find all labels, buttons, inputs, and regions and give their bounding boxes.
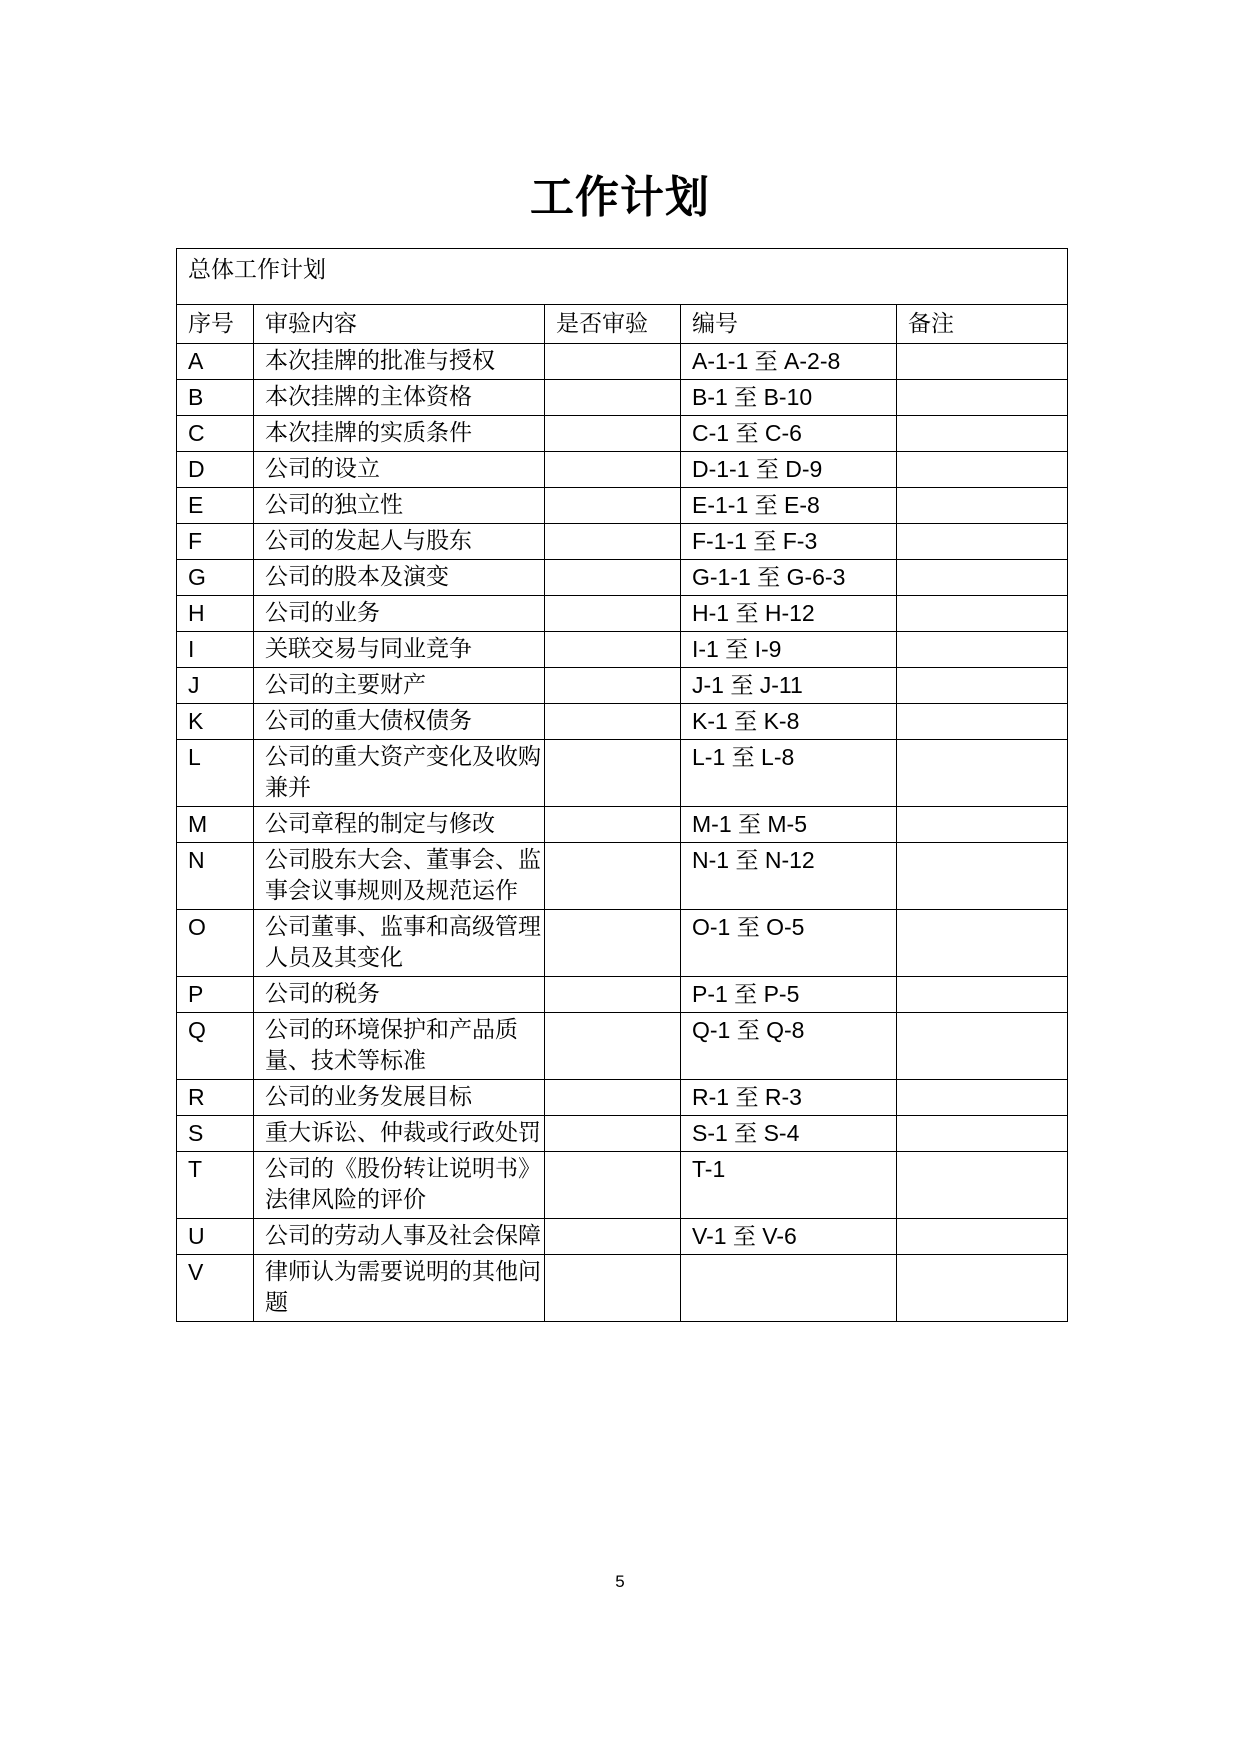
table-row [177, 452, 1068, 488]
cell-note [897, 1013, 1068, 1080]
table-row [177, 1013, 1068, 1080]
cell-seq: A [177, 344, 254, 380]
cell-code: D-1-1 至 D-9 [681, 452, 897, 488]
cell-seq: J [177, 668, 254, 704]
cell-seq: H [177, 596, 254, 632]
cell-content: 本次挂牌的主体资格 [254, 380, 545, 416]
cell-content: 公司的设立 [254, 452, 545, 488]
header-code: 编号 [681, 305, 897, 344]
cell-reviewed [545, 524, 681, 560]
table-row [177, 416, 1068, 452]
cell-note [897, 596, 1068, 632]
cell-code: L-1 至 L-8 [681, 740, 897, 807]
table-row [177, 1080, 1068, 1116]
header-content: 审验内容 [254, 305, 545, 344]
cell-code: Q-1 至 Q-8 [681, 1013, 897, 1080]
cell-code: N-1 至 N-12 [681, 843, 897, 910]
cell-code: S-1 至 S-4 [681, 1116, 897, 1152]
cell-note [897, 668, 1068, 704]
cell-code: A-1-1 至 A-2-8 [681, 344, 897, 380]
cell-reviewed [545, 560, 681, 596]
cell-code: T-1 [681, 1152, 897, 1219]
cell-reviewed [545, 843, 681, 910]
cell-code: P-1 至 P-5 [681, 977, 897, 1013]
cell-seq: E [177, 488, 254, 524]
cell-code: C-1 至 C-6 [681, 416, 897, 452]
table-row [177, 560, 1068, 596]
cell-content: 公司的环境保护和产品质量、技术等标准 [254, 1013, 545, 1080]
cell-reviewed [545, 596, 681, 632]
cell-code: B-1 至 B-10 [681, 380, 897, 416]
cell-note [897, 380, 1068, 416]
cell-note [897, 1152, 1068, 1219]
table-row [177, 910, 1068, 977]
cell-reviewed [545, 1152, 681, 1219]
cell-content: 公司的重大债权债务 [254, 704, 545, 740]
table-row [177, 1219, 1068, 1255]
cell-content: 公司的业务发展目标 [254, 1080, 545, 1116]
cell-note [897, 416, 1068, 452]
header-reviewed: 是否审验 [545, 305, 681, 344]
cell-seq: R [177, 1080, 254, 1116]
cell-content: 公司的股本及演变 [254, 560, 545, 596]
work-plan-table-body [177, 249, 1068, 1322]
cell-code: M-1 至 M-5 [681, 807, 897, 843]
table-row [177, 632, 1068, 668]
cell-code: R-1 至 R-3 [681, 1080, 897, 1116]
cell-seq: O [177, 910, 254, 977]
table-row [177, 488, 1068, 524]
cell-seq: C [177, 416, 254, 452]
page-number: 5 [615, 1572, 625, 1591]
cell-note [897, 632, 1068, 668]
table-row [177, 843, 1068, 910]
cell-seq: S [177, 1116, 254, 1152]
cell-reviewed [545, 668, 681, 704]
cell-code: I-1 至 I-9 [681, 632, 897, 668]
cell-seq: D [177, 452, 254, 488]
cell-note [897, 1116, 1068, 1152]
cell-content: 公司的独立性 [254, 488, 545, 524]
cell-reviewed [545, 488, 681, 524]
cell-content: 公司的劳动人事及社会保障 [254, 1219, 545, 1255]
cell-content: 公司的《股份转让说明书》法律风险的评价 [254, 1152, 545, 1219]
header-note: 备注 [897, 305, 1068, 344]
cell-seq: M [177, 807, 254, 843]
table-row [177, 1255, 1068, 1322]
cell-content: 公司章程的制定与修改 [254, 807, 545, 843]
page-title: 工作计划 [530, 172, 710, 223]
cell-content: 公司的业务 [254, 596, 545, 632]
cell-seq: V [177, 1255, 254, 1322]
cell-reviewed [545, 416, 681, 452]
cell-note [897, 344, 1068, 380]
cell-content: 公司董事、监事和高级管理人员及其变化 [254, 910, 545, 977]
cell-note [897, 843, 1068, 910]
cell-content: 公司的税务 [254, 977, 545, 1013]
table-row [177, 807, 1068, 843]
cell-seq: Q [177, 1013, 254, 1080]
cell-content: 律师认为需要说明的其他问题 [254, 1255, 545, 1322]
cell-note [897, 1219, 1068, 1255]
cell-note [897, 740, 1068, 807]
cell-reviewed [545, 807, 681, 843]
cell-reviewed [545, 452, 681, 488]
header-seq: 序号 [177, 305, 254, 344]
cell-code: E-1-1 至 E-8 [681, 488, 897, 524]
cell-reviewed [545, 344, 681, 380]
table-row [177, 380, 1068, 416]
cell-code: V-1 至 V-6 [681, 1219, 897, 1255]
cell-code: K-1 至 K-8 [681, 704, 897, 740]
cell-reviewed [545, 1116, 681, 1152]
cell-reviewed [545, 1013, 681, 1080]
cell-seq: F [177, 524, 254, 560]
cell-note [897, 452, 1068, 488]
cell-content: 公司的主要财产 [254, 668, 545, 704]
cell-note [897, 977, 1068, 1013]
cell-code [681, 1255, 897, 1322]
table-row [177, 668, 1068, 704]
cell-seq: L [177, 740, 254, 807]
table-row [177, 704, 1068, 740]
cell-content: 公司股东大会、董事会、监事会议事规则及规范运作 [254, 843, 545, 910]
cell-content: 本次挂牌的批准与授权 [254, 344, 545, 380]
table-row [177, 1152, 1068, 1219]
cell-note [897, 910, 1068, 977]
cell-code: J-1 至 J-11 [681, 668, 897, 704]
section-label: 总体工作计划 [177, 249, 1068, 305]
table-row [177, 740, 1068, 807]
cell-note [897, 488, 1068, 524]
cell-reviewed [545, 910, 681, 977]
cell-reviewed [545, 977, 681, 1013]
table-row [177, 977, 1068, 1013]
cell-content: 本次挂牌的实质条件 [254, 416, 545, 452]
cell-note [897, 704, 1068, 740]
cell-seq: T [177, 1152, 254, 1219]
cell-seq: P [177, 977, 254, 1013]
header-row [177, 305, 1068, 344]
cell-reviewed [545, 740, 681, 807]
cell-code: H-1 至 H-12 [681, 596, 897, 632]
table-row [177, 596, 1068, 632]
cell-content: 公司的重大资产变化及收购兼并 [254, 740, 545, 807]
cell-reviewed [545, 1255, 681, 1322]
cell-code: G-1-1 至 G-6-3 [681, 560, 897, 596]
cell-code: F-1-1 至 F-3 [681, 524, 897, 560]
work-plan-table [176, 248, 1068, 1322]
table-row [177, 1116, 1068, 1152]
cell-content: 关联交易与同业竞争 [254, 632, 545, 668]
cell-seq: G [177, 560, 254, 596]
section-row [177, 249, 1068, 305]
cell-reviewed [545, 704, 681, 740]
table-row [177, 344, 1068, 380]
cell-note [897, 807, 1068, 843]
cell-seq: K [177, 704, 254, 740]
cell-reviewed [545, 632, 681, 668]
cell-seq: N [177, 843, 254, 910]
cell-code: O-1 至 O-5 [681, 910, 897, 977]
cell-reviewed [545, 1080, 681, 1116]
cell-content: 公司的发起人与股东 [254, 524, 545, 560]
table-row [177, 524, 1068, 560]
cell-note [897, 1080, 1068, 1116]
cell-seq: U [177, 1219, 254, 1255]
cell-seq: B [177, 380, 254, 416]
cell-content: 重大诉讼、仲裁或行政处罚 [254, 1116, 545, 1152]
cell-seq: I [177, 632, 254, 668]
cell-reviewed [545, 380, 681, 416]
cell-note [897, 1255, 1068, 1322]
cell-note [897, 524, 1068, 560]
cell-note [897, 560, 1068, 596]
cell-reviewed [545, 1219, 681, 1255]
